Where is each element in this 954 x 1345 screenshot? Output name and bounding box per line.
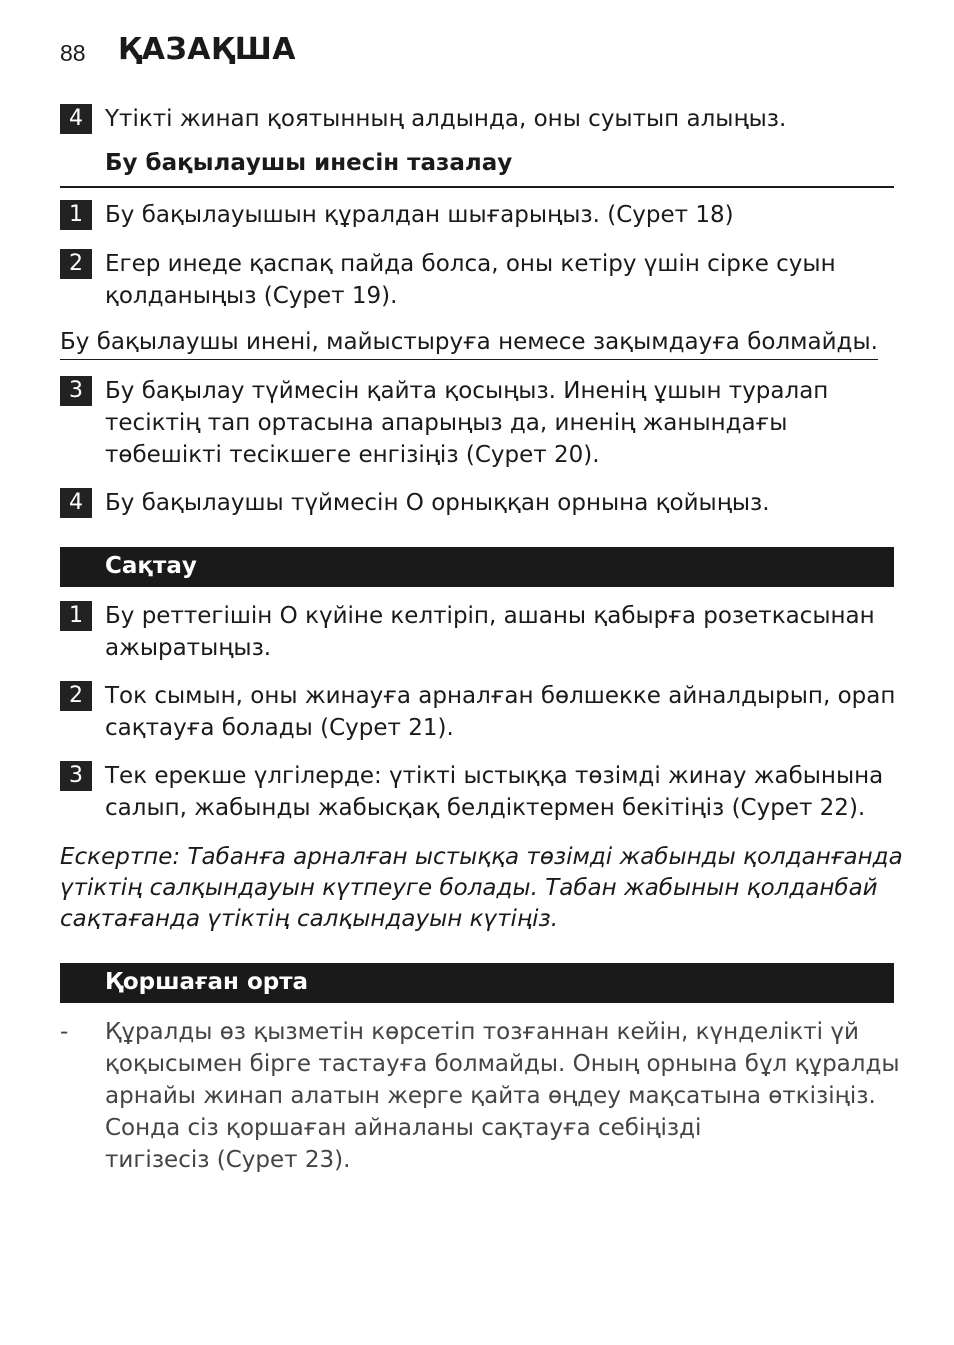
step-text: Бу реттегішін O күйіне келтіріп, ашаны қабырға розеткасынан ажыратыңыз. [105, 603, 875, 661]
step-text: Бу бақылаушы түймесін O орныққан орнына қойыңыз. [105, 490, 770, 516]
page-number: 88 [60, 40, 86, 66]
bullet-text: Құралды өз қызметін көрсетіп тозғаннан кейін, күнделікті үй қоқысымен бірге тастауға болмайды. Оның орнына бұл құралды арнайы жинап алатын жерге қайта өңдеу мақсатына өткізіңіз. Сонда сіз қоршаған айналаны сақтауға себіңізді тигізесіз (Сурет 23). [105, 1019, 900, 1173]
bullet-dash: - [60, 1019, 69, 1045]
step-text: Егер инеде қаспақ пайда болса, оны кетіру үшін сірке суын қолданыңыз (Сурет 19). [105, 251, 836, 309]
step-text: Үтікті жинап қоятынның алдында, оны суытып алыңыз. [105, 106, 787, 132]
step-text: Бу бақылауышын құралдан шығарыңыз. (Сурет 18) [105, 202, 734, 228]
step-text: Бу бақылау түймесін қайта қосыңыз. Иненің ұшын туралап тесіктің тап ортасына апарыңыз да, иненің жанындағы төбешікті тесікшеге енгізіңіз (Сурет 20). [105, 378, 829, 468]
step-number: 4 [60, 488, 92, 518]
language-title: ҚАЗАҚША [118, 32, 297, 67]
storage-section-title: Сақтау [60, 547, 894, 587]
step-number: 4 [60, 104, 92, 134]
step-number: 3 [60, 376, 92, 406]
step-number: 2 [60, 249, 92, 279]
step-text: Тек ерекше үлгілерде: үтікті ыстыққа төзімді жинау жабынына салып, жабынды жабысқақ белдіктермен бекітіңіз (Сурет 22). [105, 763, 884, 821]
step-number: 2 [60, 681, 92, 711]
step-number: 1 [60, 200, 92, 230]
step-number: 3 [60, 761, 92, 791]
needle-section-heading: Бу бақылаушы инесін тазалау [60, 150, 894, 188]
warning-text: Бу бақылаушы инені, майыстыруға немесе зақымдауға болмайды. [60, 327, 878, 360]
step-number: 1 [60, 601, 92, 631]
environment-section-title: Қоршаған орта [60, 963, 894, 1003]
step-text: Ток сымын, оны жинауға арналған бөлшекке айналдырып, орап сақтауға болады (Сурет 21). [105, 683, 896, 741]
storage-note: Ескертпе: Табанға арналған ыстыққа төзімді жабынды қолданғанда үтіктің салқындауын күтпеуге болады. Табан жабынын қолданбай сақтағанда үтіктің салқындауын күтіңіз. [60, 844, 903, 932]
